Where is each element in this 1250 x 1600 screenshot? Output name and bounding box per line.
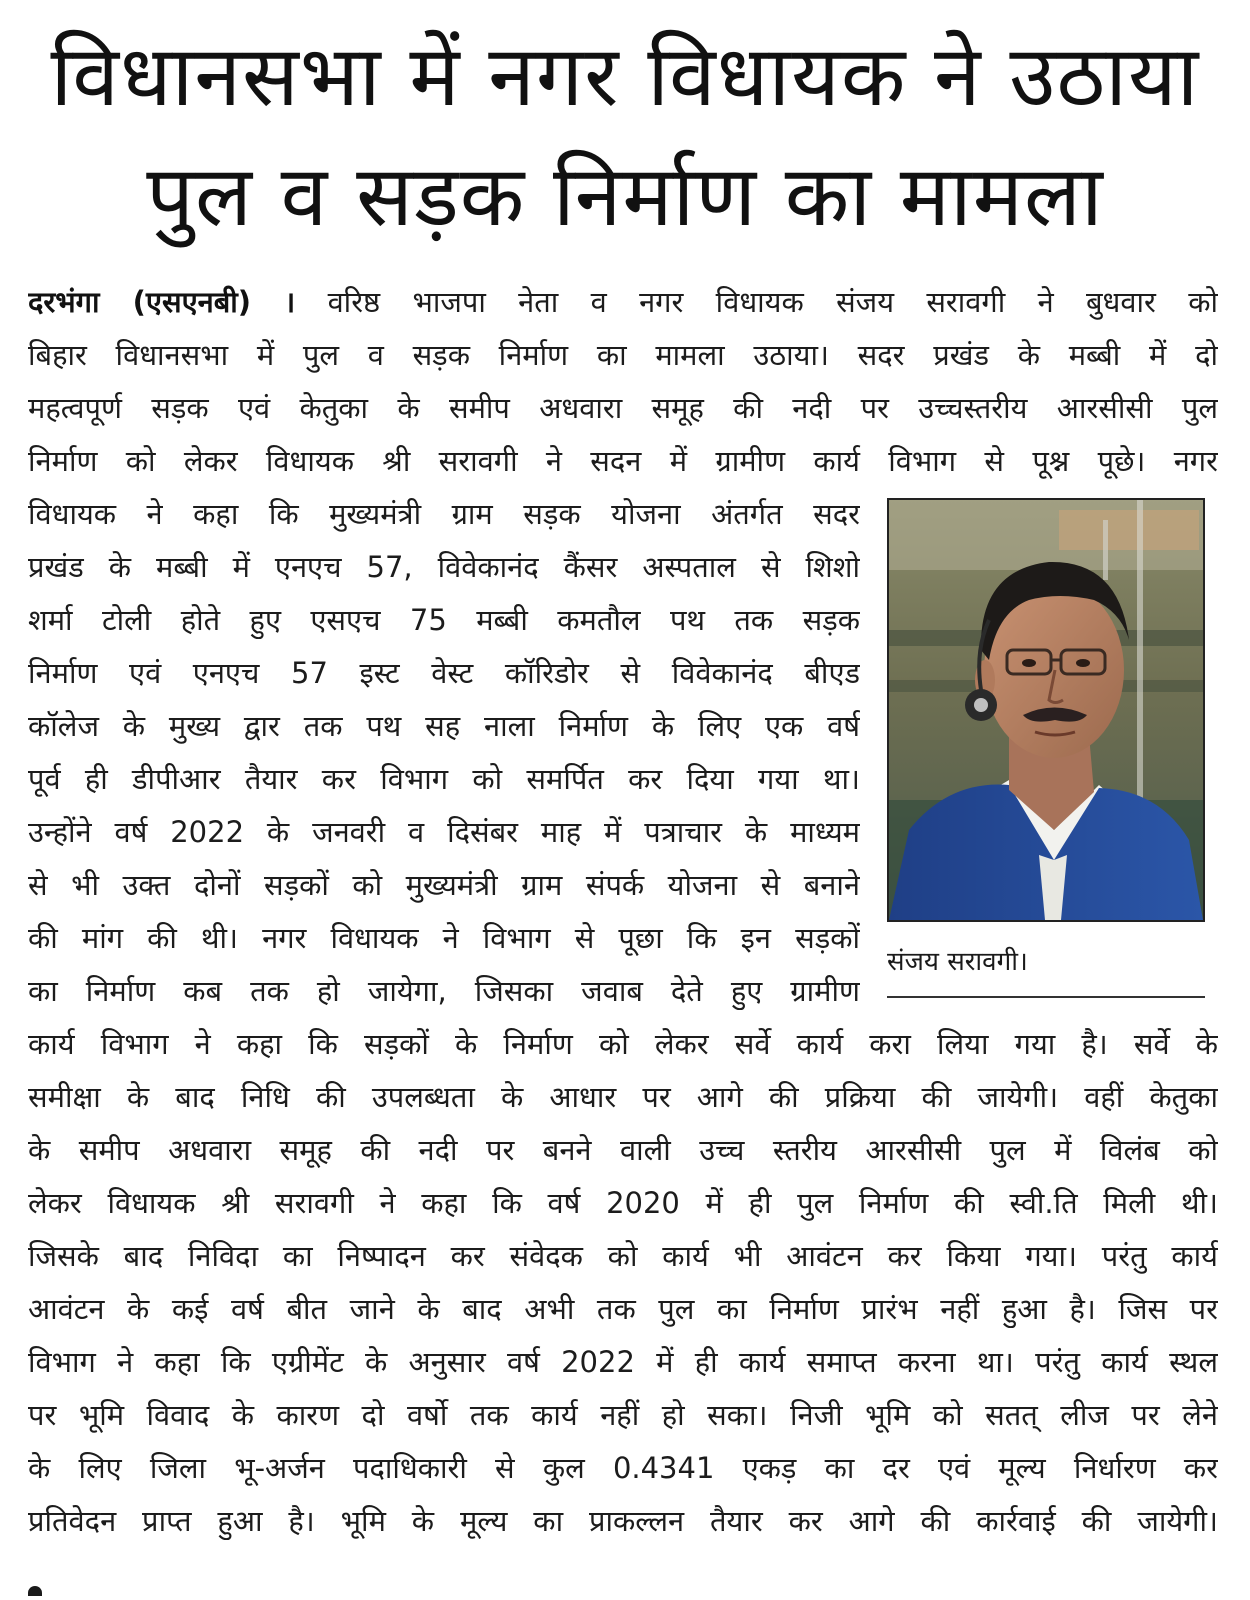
headline-line-1: विधानसभा में नगर विधायक ने उठाया [50,27,1200,125]
body-line-5: विधायक ने कहा कि मुख्यमंत्री ग्राम सड़क योजना अंतर्गत सदर [28,497,860,531]
body-line-1-text: वरिष्ठ भाजपा नेता व नगर विधायक संजय सरावगी ने बुधवार को [327,285,1218,319]
body-line-6: प्रखंड के मब्बी में एनएच 57, विवेकानंद कैंसर अस्पताल से शिशो [28,550,860,584]
body-line-4: निर्माण को लेकर विधायक श्री सरावगी ने सदन में ग्रामीण कार्य विभाग से पूश्न पूछे। नगर [28,444,1218,478]
caption-divider [887,996,1205,998]
legislator-photo [887,498,1205,922]
body-line-9: कॉलेज के मुख्य द्वार तक पथ सह नाला निर्माण के लिए एक वर्ष [28,709,860,743]
body-line-18: लेकर विधायक श्री सरावगी ने कहा कि वर्ष 2020 में ही पुल निर्माण की स्वी.ति मिली थी। [28,1186,1218,1220]
headline [24,16,1226,256]
body-line-20: आवंटन के कई वर्ष बीत जाने के बाद अभी तक पुल का निर्माण प्रारंभ नहीं हुआ है। जिस पर [28,1292,1218,1326]
legislator-photo-illustration [889,500,1203,920]
photo-caption: संजय सरावगी। [887,947,1028,977]
body-line-22: पर भूमि विवाद के कारण दो वर्षो तक कार्य नहीं हो सका। निजी भूमि को सतत् लीज पर लेने [28,1398,1218,1432]
body-line-21: विभाग ने कहा कि एग्रीमेंट के अनुसार वर्ष 2022 में ही कार्य समाप्त करना था। परंतु कार्य स्थल [28,1345,1218,1379]
body-line-17: के समीप अधवारा समूह की नदी पर बनने वाली उच्च स्तरीय आरसीसी पुल में विलंब को [28,1133,1218,1167]
body-line-1 [28,283,1218,321]
body-line-24: प्रतिवेदन प्राप्त हुआ है। भूमि के मूल्य का प्राकल्लन तैयार कर आगे की कार्रवाई की जायेगी। [28,1504,1218,1538]
body-line-15: कार्य विभाग ने कहा कि सड़कों के निर्माण को लेकर सर्वे कार्य करा लिया गया है। सर्वे के [28,1027,1218,1061]
body-line-12: से भी उक्त दोनों सड़कों को मुख्यमंत्री ग्राम संपर्क योजना से बनाने [28,868,860,902]
headline-line-2: पुल व सड़क निर्माण का मामला [146,147,1104,245]
body-line-3: महत्वपूर्ण सड़क एवं केतुका के समीप अधवारा समूह की नदी पर उच्चस्तरीय आरसीसी पुल [28,391,1218,425]
body-line-23: के लिए जिला भू-अर्जन पदाधिकारी से कुल 0.4341 एकड़ का दर एवं मूल्य निर्धारण कर [28,1451,1218,1485]
body-line-19: जिसके बाद निविदा का निष्पादन कर संवेदक को कार्य भी आवंटन कर किया गया। परंतु कार्य [28,1239,1218,1273]
body-line-2: बिहार विधानसभा में पुल व सड़क निर्माण का मामला उठाया। सदर प्रखंड के मब्बी में दो [28,338,1218,372]
continuation-mark [28,1586,42,1596]
body-line-7: शर्मा टोली होते हुए एसएच 75 मब्बी कमतौल पथ तक सड़क [28,603,860,637]
body-line-14: का निर्माण कब तक हो जायेगा, जिसका जवाब देते हुए ग्रामीण [28,974,860,1008]
body-line-11: उन्होंने वर्ष 2022 के जनवरी व दिसंबर माह में पत्राचार के माध्यम [28,815,860,849]
dateline: दरभंगा (एसएनबी) । [28,285,296,319]
body-line-13: की मांग की थी। नगर विधायक ने विभाग से पूछा कि इन सड़कों [28,921,860,955]
body-line-8: निर्माण एवं एनएच 57 इस्ट वेस्ट कॉरिडोर से विवेकानंद बीएड [28,656,860,690]
body-line-10: पूर्व ही डीपीआर तैयार कर विभाग को समर्पित कर दिया गया था। [28,762,860,796]
body-line-16: समीक्षा के बाद निधि की उपलब्धता के आधार पर आगे की प्रक्रिया की जायेगी। वहीं केतुका [28,1080,1218,1114]
